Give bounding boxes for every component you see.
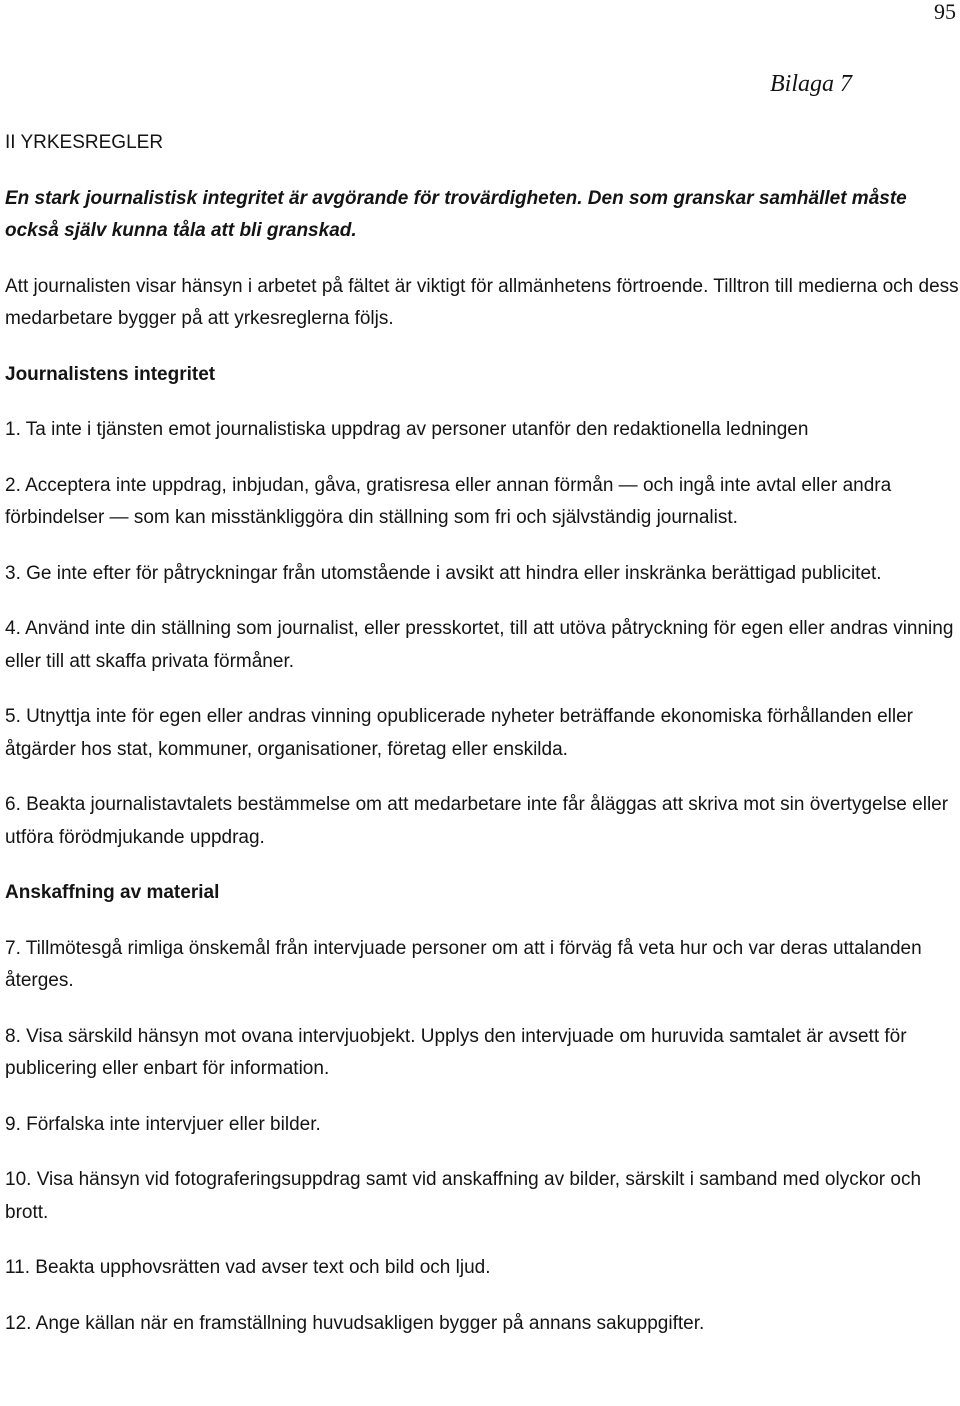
page-number: 95 bbox=[934, 0, 956, 24]
subheading-integrity: Journalistens integritet bbox=[5, 363, 216, 385]
rule-item: 5. Utnyttja inte för egen eller andras vinning opublicerade nyheter beträffande ekonomiska förhållanden eller åtgärder hos stat, kommuner, organisationer, företag eller enskilda. bbox=[5, 706, 914, 760]
subheading-material: Anskaffning av material bbox=[5, 882, 220, 903]
rule-item: 2. Acceptera inte uppdrag, inbjudan, gåva, gratisresa eller annan förmån — och ingå inte avtal eller andra förbindelser — som kan misstänkliggöra din ställning som fri och självständig journalist. bbox=[5, 474, 892, 528]
appendix-label: Bilaga 7 bbox=[770, 71, 852, 97]
rule-item: 10. Visa hänsyn vid fotograferingsuppdrag samt vid anskaffning av bilder, särskilt i samband med olyckor och brott. bbox=[5, 1169, 922, 1223]
rule-item: 6. Beakta journalistavtalets bestämmelse om att medarbetare inte får åläggas att skriva mot sin övertygelse eller utföra förödmjukande uppdrag. bbox=[5, 794, 949, 848]
rule-item: 1. Ta inte i tjänsten emot journalistiska uppdrag av personer utanför den redaktionella ledningen bbox=[5, 419, 809, 440]
rule-item: 8. Visa särskild hänsyn mot ovana intervjuobjekt. Upplys den intervjuade om huruvida samtalet är avsett för publicering eller enbart för information. bbox=[5, 1025, 907, 1079]
rule-item: 12. Ange källan när en framställning huvudsakligen bygger på annans sakuppgifter. bbox=[5, 1312, 705, 1334]
section-heading: II YRKESREGLER bbox=[5, 132, 164, 153]
rule-item: 3. Ge inte efter för påtryckningar från utomstående i avsikt att hindra eller inskränka berättigad publicitet. bbox=[5, 562, 882, 584]
rule-item: 9. Förfalska inte intervjuer eller bilder. bbox=[5, 1113, 321, 1135]
document-body bbox=[5, 127, 959, 1363]
rule-item: 4. Använd inte din ställning som journalist, eller presskortet, till att utöva påtryckning för egen eller andras vinning eller till att skaffa privata förmåner. bbox=[5, 618, 954, 672]
intro-paragraph: Att journalisten visar hänsyn i arbetet på fältet är viktigt för allmänhetens förtroende. Tilltron till medierna och dess medarbetare bygger på att yrkesreglerna följs. bbox=[5, 275, 959, 329]
rule-item: 11. Beakta upphovsrätten vad avser text och bild och ljud. bbox=[5, 1257, 491, 1278]
lead-paragraph: En stark journalistisk integritet är avgörande för trovärdigheten. Den som granskar samhället måste också själv kunna tåla att bli granskad. bbox=[5, 187, 907, 241]
rule-item: 7. Tillmötesgå rimliga önskemål från intervjuade personer om att i förväg få veta hur och var deras uttalanden återges. bbox=[5, 937, 922, 991]
